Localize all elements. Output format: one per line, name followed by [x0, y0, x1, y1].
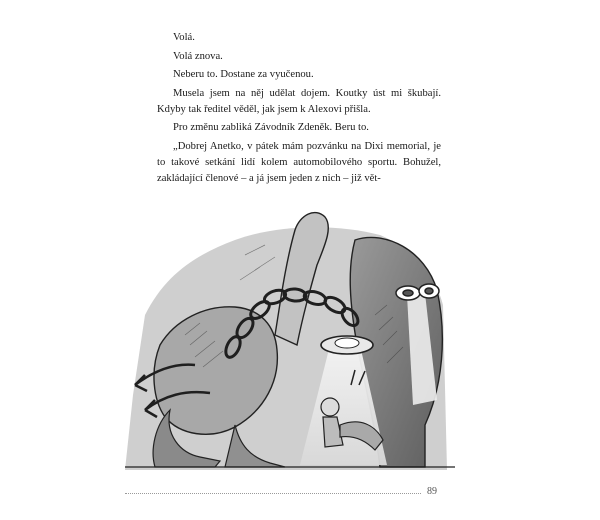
body-text — [157, 30, 441, 189]
paragraph-2: Volá znova. — [173, 50, 223, 62]
paragraph-5: Pro změnu zabliká Závodník Zdeněk. Beru to. — [173, 122, 369, 133]
paragraph-1: Volá. — [173, 32, 195, 43]
paragraph-4: Musela jsem na něj udělat dojem. Koutky úst mi škubají. Kdyby tak ředitel věděl, jak jsem k Alexovi přišla. — [157, 87, 441, 115]
comic-illustration — [125, 195, 455, 475]
paragraph-6: „Dobrej Anetko, v pátek mám pozvánku na Dixi memorial, je to takové setkání lidí kolem automobilového sportu. Bohužel, zakládající členové – a já jsem jeden z nich – již vět- — [157, 140, 441, 184]
footer-dotted-rule — [125, 493, 421, 494]
page-number: 89 — [427, 486, 437, 497]
paragraph-3: Neberu to. Dostane za vyučenou. — [173, 69, 314, 80]
headlight — [321, 336, 373, 354]
